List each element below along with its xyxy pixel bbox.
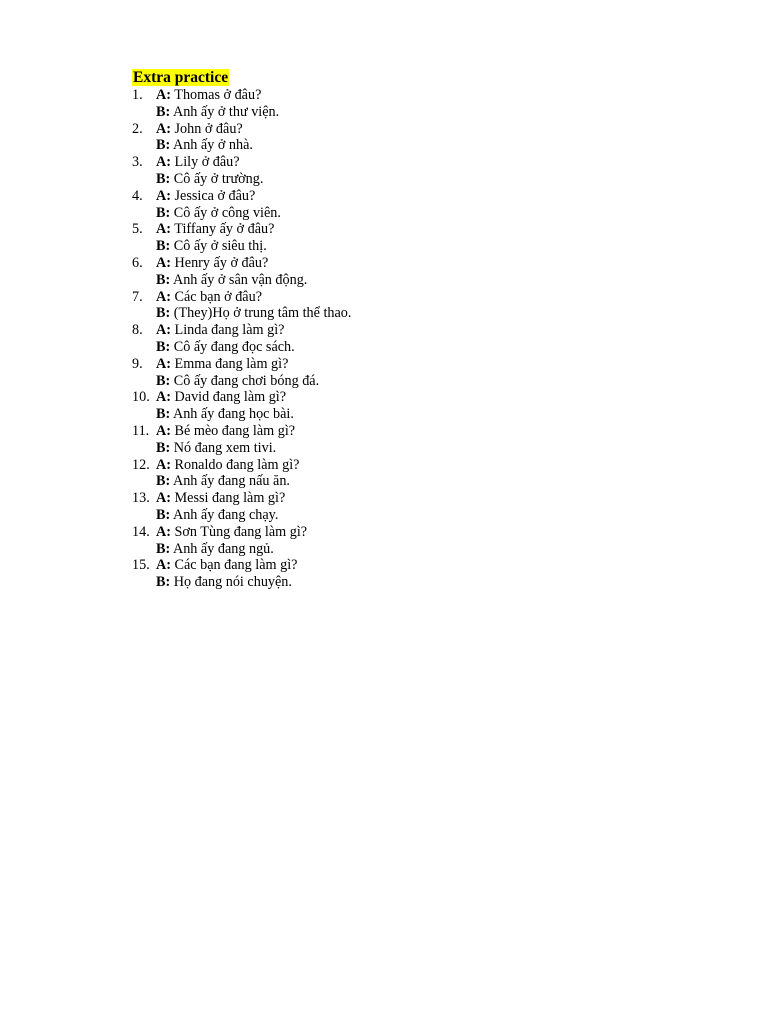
question-text: Linda đang làm gì? xyxy=(170,322,285,339)
question-text: Emma đang làm gì? xyxy=(170,355,289,372)
speaker-b-label: B: xyxy=(156,473,171,490)
question-text: Messi đang làm gì? xyxy=(170,490,286,507)
answer-text: Nó đang xem tivi. xyxy=(170,439,277,456)
question-line xyxy=(132,557,351,574)
question-text: David đang làm gì? xyxy=(170,389,287,406)
question-line xyxy=(132,457,351,474)
item-number: 3. xyxy=(132,154,143,171)
question-line xyxy=(132,389,351,406)
list-item xyxy=(132,255,351,289)
question-line xyxy=(132,188,351,205)
speaker-a-label: A: xyxy=(156,557,171,574)
question-line xyxy=(132,289,351,306)
list-item xyxy=(132,289,351,323)
question-line xyxy=(132,154,351,171)
page-title: Extra practice xyxy=(133,69,229,86)
list-item xyxy=(132,423,351,457)
speaker-a-label: A: xyxy=(156,221,171,238)
speaker-a-label: A: xyxy=(156,490,171,507)
item-number: 9. xyxy=(132,355,143,372)
question-line xyxy=(132,490,351,507)
speaker-b-label: B: xyxy=(156,170,171,187)
question-text: Các bạn đang làm gì? xyxy=(170,557,298,574)
item-number: 7. xyxy=(132,288,143,305)
speaker-b-label: B: xyxy=(156,406,171,423)
answer-text: Cô ấy đang chơi bóng đá. xyxy=(170,372,320,389)
answer-line xyxy=(132,406,351,423)
speaker-a-label: A: xyxy=(156,355,171,372)
question-text: Ronaldo đang làm gì? xyxy=(170,456,300,473)
answer-text: (They)Họ ở trung tâm thể thao. xyxy=(170,305,352,322)
question-text: Bé mèo đang làm gì? xyxy=(170,422,296,439)
item-number: 6. xyxy=(132,254,143,271)
list-item xyxy=(132,524,351,558)
answer-text: Anh ấy đang học bài. xyxy=(170,406,294,423)
answer-text: Anh ấy ở nhà. xyxy=(170,137,253,154)
speaker-b-label: B: xyxy=(156,137,171,154)
speaker-a-label: A: xyxy=(156,322,171,339)
speaker-b-label: B: xyxy=(156,372,171,389)
item-number: 11. xyxy=(132,422,150,439)
answer-text: Cô ấy ở trường. xyxy=(170,170,264,187)
item-number: 13. xyxy=(132,490,150,507)
question-line xyxy=(132,221,351,238)
question-text: Thomas ở đâu? xyxy=(170,87,262,103)
list-item xyxy=(132,188,351,222)
question-line xyxy=(132,423,351,440)
question-line xyxy=(132,322,351,339)
question-line xyxy=(132,524,351,541)
practice-list xyxy=(132,87,351,591)
answer-line xyxy=(132,373,351,390)
list-item xyxy=(132,154,351,188)
answer-text: Anh ấy đang nấu ăn. xyxy=(170,473,290,490)
answer-text: Anh ấy ở thư viện. xyxy=(170,103,280,120)
list-item xyxy=(132,490,351,524)
list-item xyxy=(132,557,351,591)
answer-line xyxy=(132,205,351,222)
question-text: John ở đâu? xyxy=(170,120,243,137)
answer-text: Anh ấy đang chạy. xyxy=(170,506,279,523)
answer-line xyxy=(132,507,351,524)
item-number: 15. xyxy=(132,557,150,574)
answer-text: Cô ấy đang đọc sách. xyxy=(170,338,295,355)
question-text: Các bạn ở đâu? xyxy=(170,288,262,305)
speaker-a-label: A: xyxy=(156,120,171,137)
speaker-b-label: B: xyxy=(156,439,171,456)
speaker-b-label: B: xyxy=(156,103,171,120)
question-line xyxy=(132,87,351,104)
speaker-b-label: B: xyxy=(156,238,171,255)
item-number: 4. xyxy=(132,187,143,204)
speaker-a-label: A: xyxy=(156,422,171,439)
list-item xyxy=(132,356,351,390)
answer-text: Cô ấy ở công viên. xyxy=(170,204,281,221)
answer-line xyxy=(132,574,351,591)
speaker-b-label: B: xyxy=(156,204,171,221)
question-line xyxy=(132,255,351,272)
question-text: Tiffany ấy ở đâu? xyxy=(170,221,275,238)
answer-line xyxy=(132,272,351,289)
question-line xyxy=(132,121,351,138)
item-number: 5. xyxy=(132,221,143,238)
question-text: Sơn Tùng đang làm gì? xyxy=(170,523,308,540)
item-number: 1. xyxy=(132,87,143,103)
list-item xyxy=(132,457,351,491)
list-item xyxy=(132,389,351,423)
speaker-a-label: A: xyxy=(156,456,171,473)
item-number: 14. xyxy=(132,523,150,540)
speaker-b-label: B: xyxy=(156,540,171,557)
list-item xyxy=(132,322,351,356)
list-item xyxy=(132,87,351,121)
speaker-a-label: A: xyxy=(156,187,171,204)
speaker-b-label: B: xyxy=(156,338,171,355)
answer-text: Cô ấy ở siêu thị. xyxy=(170,238,267,255)
speaker-b-label: B: xyxy=(156,305,171,322)
answer-text: Anh ấy ở sân vận động. xyxy=(170,271,308,288)
list-item xyxy=(132,121,351,155)
question-line xyxy=(132,356,351,373)
answer-line xyxy=(132,137,351,154)
list-item xyxy=(132,221,351,255)
speaker-a-label: A: xyxy=(156,87,171,103)
speaker-a-label: A: xyxy=(156,288,171,305)
speaker-b-label: B: xyxy=(156,574,171,591)
question-text: Henry ấy ở đâu? xyxy=(170,254,269,271)
speaker-b-label: B: xyxy=(156,271,171,288)
answer-line xyxy=(132,104,351,121)
question-text: Jessica ở đâu? xyxy=(170,187,256,204)
answer-line xyxy=(132,238,351,255)
item-number: 2. xyxy=(132,120,143,137)
speaker-a-label: A: xyxy=(156,523,171,540)
item-number: 8. xyxy=(132,322,143,339)
item-number: 12. xyxy=(132,456,150,473)
answer-line xyxy=(132,305,351,322)
answer-line xyxy=(132,171,351,188)
answer-line xyxy=(132,541,351,558)
item-number: 10. xyxy=(132,389,150,406)
question-text: Lily ở đâu? xyxy=(170,154,240,171)
speaker-a-label: A: xyxy=(156,389,171,406)
speaker-a-label: A: xyxy=(156,154,171,171)
answer-text: Họ đang nói chuyện. xyxy=(170,574,292,591)
answer-line xyxy=(132,440,351,457)
speaker-b-label: B: xyxy=(156,506,171,523)
answer-text: Anh ấy đang ngủ. xyxy=(170,540,274,557)
answer-line xyxy=(132,473,351,490)
speaker-a-label: A: xyxy=(156,254,171,271)
answer-line xyxy=(132,339,351,356)
